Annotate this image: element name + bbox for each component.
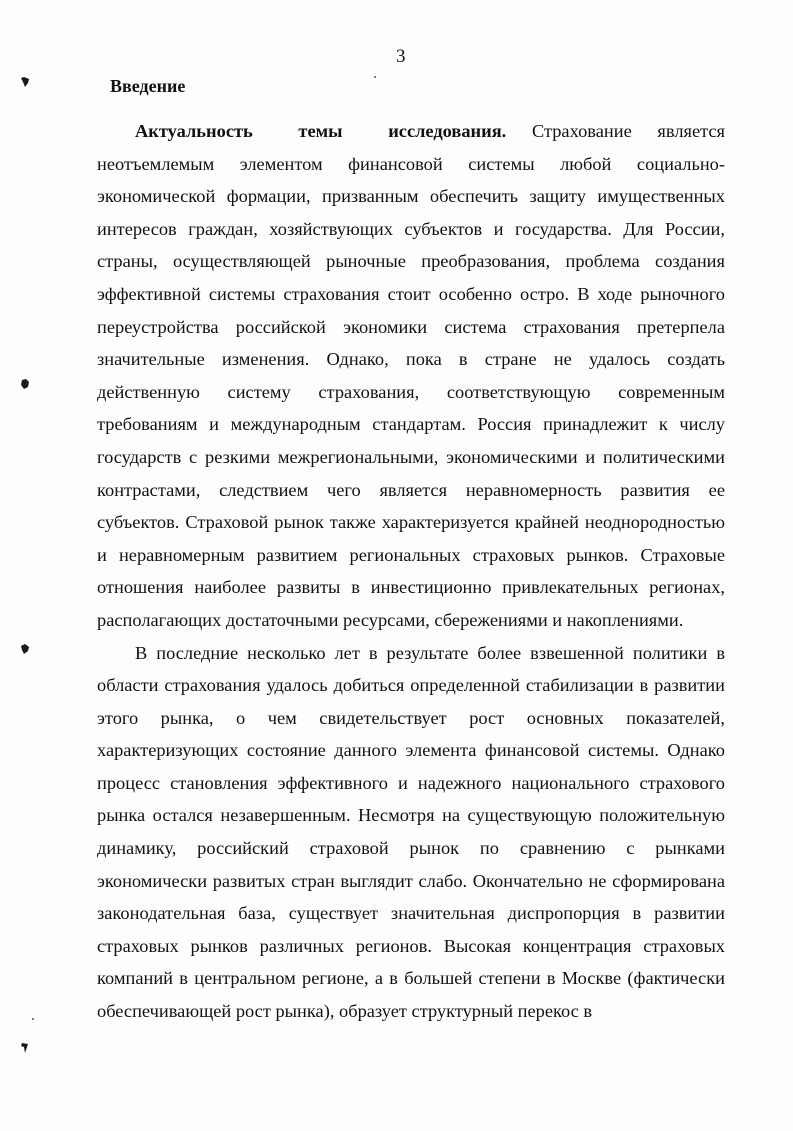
- binding-hole-mark: [20, 378, 30, 390]
- page-number: 3: [396, 46, 406, 67]
- section-heading: Введение: [110, 76, 186, 96]
- binding-hole-mark: [20, 76, 30, 88]
- paragraph-1-lead: Актуальность темы исследования.: [135, 121, 507, 141]
- paragraph-2-text: В последние несколько лет в результате более взвешенной политики в области страхования удалось добиться определенной стабилизации в развитии этого рынка, о чем свидетельствует рост основных показателей, характеризующих состояние данного элемента финансовой системы. Однако процесс становления эффективного и надежного национального страхового рынка остался незавершенным. Несмотря на существующую положительную динамику, российский страховой рынок по сравнению с рынками экономически развитых стран выглядит слабо. Окончательно не сформирована законодательная база, существует значительная диспропорция в развитии страховых рынков различных регионов. Высокая концентрация страховых компаний в центральном регионе, а в большей степени в Москве (фактически обеспечивающей рост рынка), образует структурный перекос в: [97, 642, 725, 1022]
- binding-hole-mark: [20, 1042, 30, 1054]
- scan-speck: [374, 76, 376, 78]
- scan-speck: [32, 1018, 34, 1020]
- paragraph-1: [97, 115, 725, 637]
- paragraph-1-text: Страхование является неотъемлемым элементом финансовой системы любой социально-экономической формации, призванным обеспечить защиту имущественных интересов граждан, хозяйствующих субъектов и государства. Для России, страны, осуществляющей рыночные преобразования, проблема создания эффективной системы страхования стоит особенно остро. В ходе рыночного переустройства российской экономики система страхования претерпела значительные изменения. Однако, пока в стране не удалось создать действенную систему страхования, соответствующую современным требованиям и международным стандартам. Россия принадлежит к числу государств с резкими межрегиональными, экономическими и политическими контрастами, следствием чего является неравномерность развития ее субъектов. Страховой рынок также характеризуется крайней неоднородностью и неравномерным развитием региональных страховых рынков. Страховые отношения наиболее развиты в инвестиционно привлекательных регионах, располагающих достаточными ресурсами, сбережениями и накоплениями.: [97, 121, 726, 630]
- body-text: [97, 115, 725, 1028]
- binding-hole-mark: [20, 643, 30, 655]
- paragraph-2: [97, 637, 725, 1028]
